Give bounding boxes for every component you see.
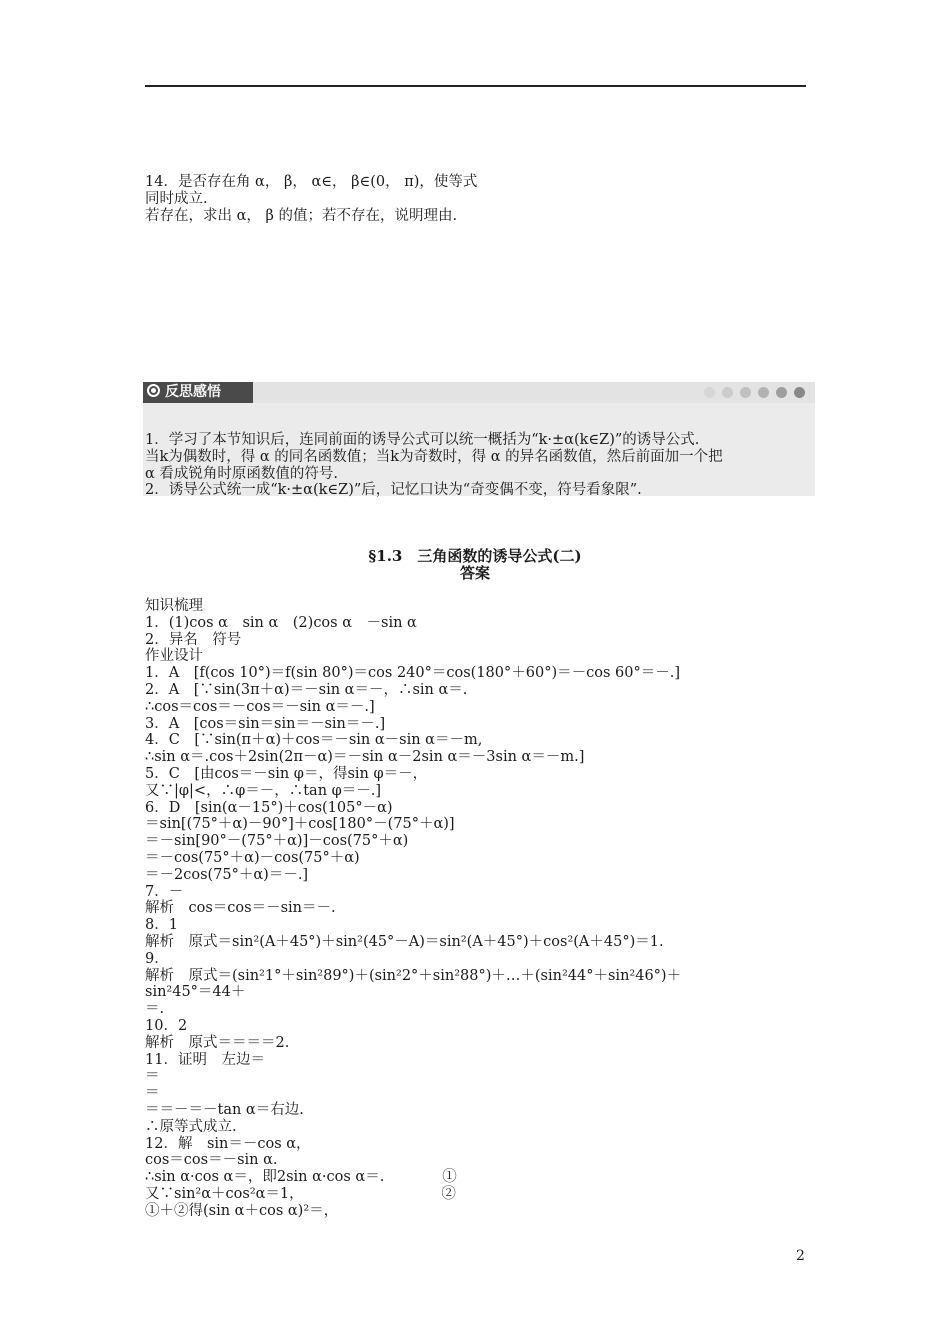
- answer-line: ＝: [145, 1068, 160, 1085]
- answer-line: 解析 cos＝cos＝－sin＝－.: [145, 900, 336, 917]
- reflection-line: 1．学习了本节知识后，连同前面的诱导公式可以统一概括为“k·±α(k∈Z)”的诱导公式.: [145, 432, 700, 448]
- answer-line: 解析 原式＝(sin²1°＋sin²89°)＋(sin²2°＋sin²88°)＋…＋(sin²44°＋sin²46°)＋: [145, 967, 682, 984]
- answer-line: 又∵sin²α＋cos²α＝1， ②: [145, 1185, 456, 1202]
- answer-line: 2．异名 符号: [145, 631, 242, 648]
- question-14-line: 14．是否存在角 α， β， α∈， β∈(0， π)，使等式: [145, 174, 478, 190]
- answer-line: 解析 原式＝sin²(A＋45°)＋sin²(45°－A)＝sin²(A＋45°)＋cos²(A＋45°)＝1.: [145, 933, 664, 950]
- answer-line: ＝－2cos(75°＋α)＝－.]: [145, 866, 309, 883]
- answer-line: ∴原等式成立.: [145, 1118, 237, 1135]
- question-14-line: 若存在，求出 α， β 的值；若不存在，说明理由.: [145, 207, 458, 224]
- answer-line: 知识梳理: [145, 598, 203, 614]
- reflection-line: 当k为偶数时，得 α 的同名函数值；当k为奇数时，得 α 的异名函数值，然后前面加一个把: [145, 448, 723, 465]
- answer-line: 3．A [cos＝sin＝sin＝－sin＝－.]: [145, 715, 386, 732]
- answer-line: ＝－sin[90°－(75°＋α)]－cos(75°＋α): [145, 833, 409, 850]
- answer-title: 答案: [459, 564, 490, 582]
- answer-line: 2．A [∵sin(3π＋α)＝－sin α＝－，∴sin α＝.: [145, 681, 468, 698]
- answer-line: ＝－cos(75°＋α)－cos(75°＋α): [145, 849, 360, 866]
- answer-line: 1．A [f(cos 10°)＝f(sin 80°)＝cos 240°＝cos(180°＋60°)＝－cos 60°＝－.]: [145, 665, 680, 682]
- answer-line: ∴cos＝cos＝－cos＝－sin α＝－.]: [145, 698, 375, 715]
- answer-line: ＝＝－＝－tan α＝右边.: [145, 1101, 304, 1118]
- answer-line: 8．1: [145, 917, 178, 934]
- answer-line: 作业设计: [145, 648, 203, 665]
- answer-line: 6．D [sin(α－15°)＋cos(105°－α): [145, 799, 393, 816]
- dot-icon: [758, 387, 769, 398]
- answers-body: [145, 598, 815, 1219]
- dot-icon: [740, 387, 751, 398]
- answer-line: ∴sin α＝.cos＋2sin(2π－α)＝－sin α－2sin α＝－3sin α＝－m.]: [145, 749, 585, 766]
- dot-icon: [704, 387, 715, 398]
- answer-line: 11．证明 左边＝: [145, 1051, 265, 1068]
- answer-line: 5．C [由cos＝－sin φ＝，得sin φ＝－，: [145, 765, 428, 782]
- answer-line: ＝sin[(75°＋α)－90°]＋cos[180°－(75°＋α)]: [145, 816, 455, 833]
- answer-line: cos＝cos＝－sin α.: [145, 1152, 278, 1169]
- answer-line: ＝: [145, 1085, 160, 1102]
- answer-line: 10．2: [145, 1017, 188, 1034]
- answer-line: 解析 原式＝＝＝＝2.: [145, 1034, 290, 1051]
- answer-line: ∴sin α·cos α＝，即2sin α·cos α＝. ①: [145, 1169, 457, 1186]
- answer-line: 4．C [∵sin(π＋α)＋cos＝－sin α－sin α＝－m,: [145, 732, 483, 749]
- dot-icon: [794, 387, 805, 398]
- reflection-tab-label: 反思感悟: [165, 384, 221, 400]
- answer-line: sin²45°＝44＋: [145, 984, 246, 1001]
- answer-line: 又∵|φ|<，∴φ＝－，∴tan φ＝－.]: [145, 782, 382, 799]
- section-title: §1.3 三角函数的诱导公式(二): [368, 547, 582, 565]
- question-14-line: 同时成立.: [145, 190, 208, 207]
- reflection-tab: [143, 382, 253, 403]
- reflection-line: 2．诱导公式统一成“k·±α(k∈Z)”后，记忆口诀为“奇变偶不变，符号看象限”.: [145, 482, 642, 499]
- question-14: [145, 174, 815, 224]
- answer-line: ＝.: [145, 1001, 165, 1018]
- dot-icon: [722, 387, 733, 398]
- page-number: 2: [796, 1248, 805, 1264]
- answer-line: ①＋②得(sin α＋cos α)²＝，: [145, 1202, 339, 1219]
- answer-line: 12．解 sin＝－cos α，: [145, 1135, 311, 1152]
- answer-line: 1．(1)cos α sin α (2)cos α －sin α: [145, 614, 417, 631]
- answer-line: 9．: [145, 950, 169, 967]
- answer-line: 7．－: [145, 883, 184, 900]
- reflection-body: [145, 432, 815, 499]
- header-rule: [145, 85, 806, 87]
- target-icon: [147, 384, 160, 397]
- reflection-line: α 看成锐角时原函数值的符号.: [145, 465, 339, 482]
- reflection-header-bar: [143, 382, 815, 403]
- dot-icon: [776, 387, 787, 398]
